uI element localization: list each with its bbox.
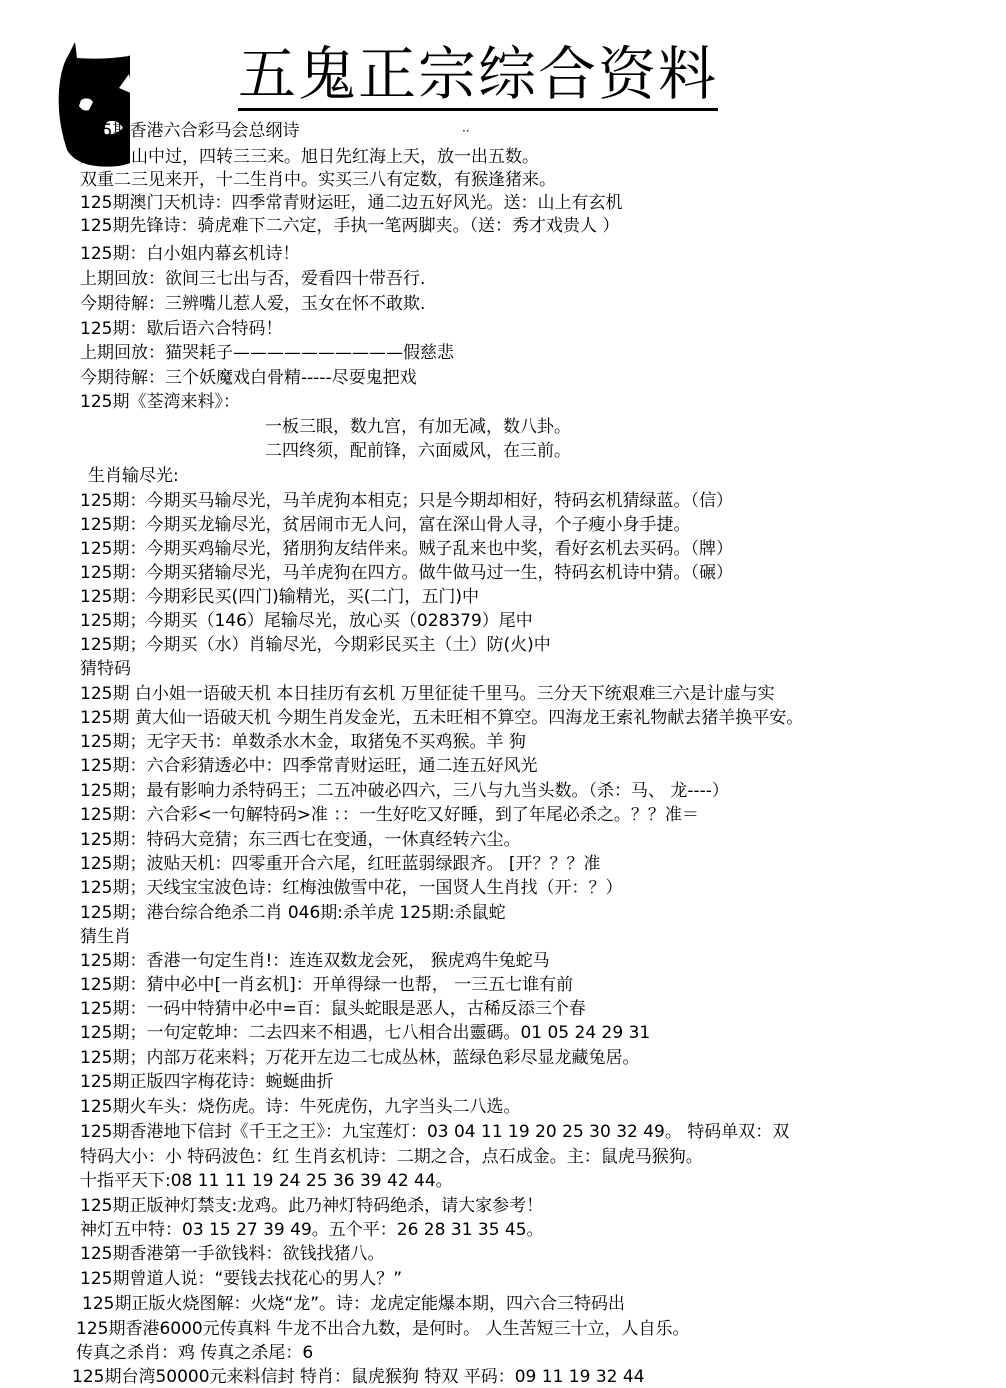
text-line: 125期香港6000元传真料 牛龙不出合九数，是何时。 人生苦短三十立，人自乐。 [76,1319,690,1339]
text-line: 125期；今期买（水）肖输尽光，今期彩民买主（土）防(火)中 [80,635,551,655]
text-line: 125期台湾50000元来料信封 特肖：鼠虎猴狗 特双 平码：09 11 19 32 44 [72,1367,645,1387]
text-line: 125期：白小姐内幕玄机诗！ [80,244,300,264]
text-line: 125期：香港一句定生肖!：连连双数龙会死， 猴虎鸡牛兔蛇马 [80,951,550,971]
text-line: 二四终须，配前锋，六面威风，在三前。 [265,441,571,461]
text-line: 125期：猜中必中[一肖玄机]：开单得绿一也帮， 一三五七谁有前 [80,975,574,995]
text-line: 一板三眼，数九宫，有加无减，数八卦。 [265,417,571,437]
text-line: 125期；天线宝宝波色诗：红梅浊傲雪中花，一国贤人生肖找（开：？） [80,878,623,898]
text-line: 125期：今期买猪输尽光，马羊虎狗在四方。做牛做马过一生，特码玄机诗中猜。（碾） [80,563,733,583]
text-line: 双重二三见来开，十二生肖中。实买三八有定数，有猴逢猪来。 [80,170,556,190]
text-line: 今期待解：三个妖魔戏白骨精-----尽耍鬼把戏 [80,368,417,388]
text-line: 125期曾道人说：“要钱去找花心的男人？” [80,1269,403,1289]
text-line: 125期：六合彩猜透必中：四季常青财运旺，通二连五好风光 [80,756,538,776]
text-line: 十指平天下:08 11 11 19 24 25 36 39 42 44。 [80,1171,453,1191]
decor-dots: ·· [462,124,470,138]
text-line: 125期 黄大仙一语破天机 今期生肖发金光，五未旺相不算空。四海龙王索礼物献去猪羊换平安。 [80,708,804,728]
text-line: 上期回放：猫哭耗子——————————假慈悲 [80,343,454,363]
text-line: 125期：今期买马输尽光，马羊虎狗本相克；只是今期却相好，特码玄机猜绿蓝。（信） [80,491,733,511]
text-line: 传真之杀肖：鸡 传真之杀尾：6 [76,1343,314,1363]
text-line: 125期；一句定乾坤：二去四来不相遇，七八相合出靈碼。01 05 24 29 31 [80,1023,651,1043]
text-line: 125期：歇后语六合特码！ [80,319,283,339]
text-line: 125期香港六合彩马会总纲诗 [80,121,300,141]
text-line: 125期：一码中特猜中必中=百：鼠头蛇眼是恶人，古稀反添三个春 [80,999,586,1019]
text-line: 125期正版火烧图解：火烧“龙”。诗：龙虎定能爆本期，四六合三特码出 [82,1294,626,1314]
text-line: 125期 白小姐一语破天机 本日挂历有玄机 万里征徒千里马。三分天下统艰难三六是计虚与实 [80,684,775,704]
text-line: 125期；波贴天机：四零重开合六尾，红旺蓝弱绿跟齐。 [开？？？准 [80,854,601,874]
text-line: 125期；今期买（146）尾输尽光，放心买（028379）尾中 [80,611,533,631]
text-line: 125期：今期买龙输尽光，贫居闹市无人问，富在深山骨人寻，个子瘦小身手捷。 [80,515,691,535]
text-line: 125期：今期彩民买(四门)输精光，买(二门，五门)中 [80,587,479,607]
text-line: 特码大小：小 特码波色：红 生肖玄机诗：二期之合，点石成金。主：鼠虎马猴狗。 [80,1147,703,1167]
text-line: 125期：特码大竞猜；东三西七在变通，一休真经转六尘。 [80,830,521,850]
page-title: 五鬼正宗综合资料 [238,42,718,111]
text-line: 今期待解：三辨嘴儿惹人爱，玉女在怀不敢欺. [80,294,426,314]
text-line: 125期；内部万花来料；万花开左边二七成丛林，蓝绿色彩尽显龙藏兔居。 [80,1048,640,1068]
text-line: 125期：六合彩<一句解特码>准 ：：一生好吃又好睡，到了年尾必杀之。？？准＝ [80,805,699,825]
text-line: 龙虎后山中过，四转三三来。旭日先红海上天，放一出五数。 [80,147,539,167]
text-line: 神灯五中特：03 15 27 39 49。五个平：26 28 31 35 45。 [80,1220,544,1240]
text-line: 上期回放：欲间三七出与否，爱看四十带吾行. [80,269,426,289]
text-line: 125期澳门天机诗：四季常青财运旺，通二边五好风光。送：山上有玄机 [80,193,623,213]
text-line: 生肖输尽光: [88,466,179,486]
text-line: 125期；最有影响力杀特码王；二五冲破必四六，三八与九当头数。（杀：马、 龙----） [80,781,729,801]
text-line: 125期先锋诗：骑虎难下二六定，手执一笔两脚夹。（送：秀才戏贵人 ） [80,216,620,236]
text-line: 猜特码 [80,659,131,679]
text-line: 125期《荃湾来料》： [80,392,240,412]
text-line: 125期正版四字梅花诗：蜿蜒曲折 [80,1072,334,1092]
text-line: 125期；无字天书：单数杀水木金，取猪兔不买鸡猴。羊 狗 [80,732,526,752]
text-line: 125期：今期买鸡输尽光，猪朋狗友结伴来。贼子乱来也中奖，看好玄机去买码。（牌） [80,539,733,559]
text-line: 125期正版神灯禁支:龙鸡。此乃神灯特码绝杀，请大家参考！ [80,1196,544,1216]
text-line: 125期香港第一手欲钱料：欲钱找猪八。 [80,1244,385,1264]
text-line: 猜生肖 [80,927,131,947]
text-line: 125期；港台综合绝杀二肖 046期:杀羊虎 125期:杀鼠蛇 [80,903,506,923]
text-line: 125期香港地下信封《千王之王》：九宝莲灯：03 04 11 19 20 25 30 32 49。 特码单双：双 [80,1122,790,1142]
text-line: 125期火车头：烧伤虎。诗：牛死虎伤，九字当头二八选。 [80,1097,521,1117]
